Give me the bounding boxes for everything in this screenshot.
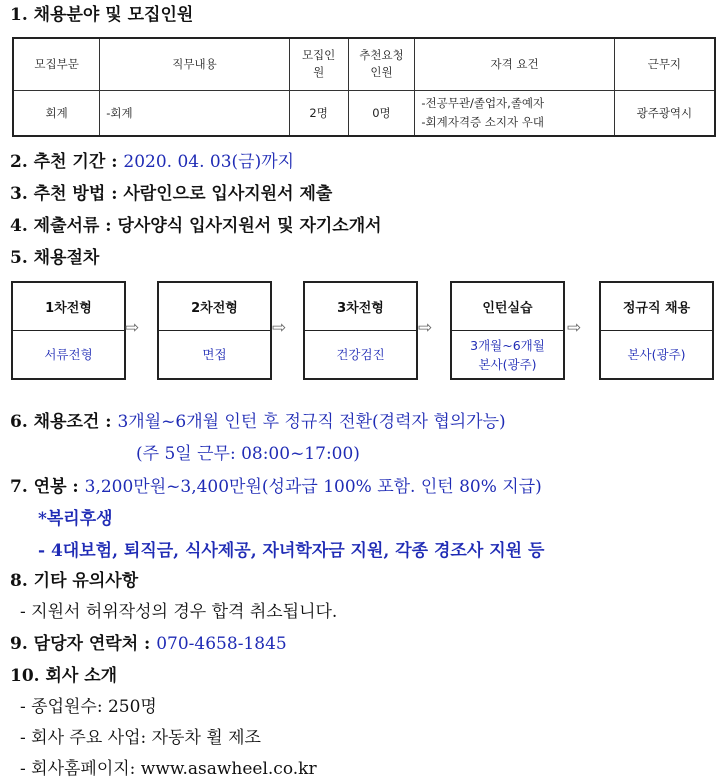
cell-recommend: 0명 — [348, 90, 415, 136]
arrow-icon: ⇨ — [418, 318, 433, 338]
col-header-duty: 직무내용 — [100, 38, 289, 90]
process-step-title: 정규직 채용 — [601, 283, 712, 331]
benefits-list: - 4대보험, 퇴직금, 식사제공, 자녀학자금 지원, 각종 경조사 지원 등 — [38, 541, 545, 561]
process-step-5 — [599, 281, 714, 380]
process-step-detail: 면접 — [202, 347, 227, 362]
arrow-icon: ⇨ — [272, 318, 287, 338]
col-header-recommend: 추천요청 인원 — [348, 38, 415, 90]
section-2-value: 2020. 04. 03(금)까지 — [123, 152, 295, 172]
section-9 — [10, 633, 287, 655]
section-6-label: 6. 채용조건 : — [10, 412, 118, 432]
benefits-title: *복리후생 — [38, 509, 113, 529]
col-header-location: 근무지 — [614, 38, 715, 90]
arrow-icon: ⇨ — [125, 318, 140, 338]
cell-department: 회계 — [13, 90, 100, 136]
section-3: 3. 추천 방법 : 사람인으로 입사지원서 제출 — [10, 184, 333, 204]
recruitment-table — [12, 37, 716, 137]
process-step-title: 1차전형 — [13, 283, 124, 331]
cell-duty: -회계 — [100, 90, 289, 136]
section-6-value: 3개월~6개월 인턴 후 정규직 전환(경력자 협의가능) — [117, 412, 506, 432]
qualification-line-2: -회계자격증 소지자 우대 — [421, 114, 544, 129]
process-step-title: 인턴실습 — [452, 283, 563, 331]
process-step-4 — [450, 281, 565, 380]
section-2-label: 2. 추천 기간 : — [10, 152, 124, 172]
section-7 — [10, 476, 542, 498]
table-row — [13, 90, 715, 136]
process-step-title: 3차전형 — [305, 283, 416, 331]
col-header-department: 모집부문 — [13, 38, 100, 90]
section-2 — [10, 151, 294, 173]
section-6 — [10, 411, 506, 433]
company-business: - 회사 주요 사업: 자동차 휠 제조 — [20, 728, 261, 748]
company-homepage: - 회사홈페이지: www.asawheel.co.kr — [20, 759, 317, 779]
section-7-value: 3,200만원~3,400만원(성과급 100% 포함. 인턴 80% 지급) — [84, 477, 542, 497]
section-6-work-hours: (주 5일 근무: 08:00~17:00) — [136, 444, 360, 464]
arrow-icon: ⇨ — [567, 318, 582, 338]
company-employees: - 종업원수: 250명 — [20, 697, 157, 717]
section-7-label: 7. 연봉 : — [10, 477, 85, 497]
table-header-row — [13, 38, 715, 90]
section-8-title: 8. 기타 유의사항 — [10, 571, 139, 591]
process-step-detail: 건강검진 — [336, 347, 385, 362]
section-4: 4. 제출서류 : 당사양식 입사지원서 및 자기소개서 — [10, 216, 382, 236]
cell-location: 광주광역시 — [614, 90, 715, 136]
process-step-detail: 본사(광주) — [627, 347, 686, 362]
contact-phone: 070-4658-1845 — [156, 634, 287, 654]
process-step-2 — [157, 281, 272, 380]
section-10-title: 10. 회사 소개 — [10, 666, 118, 686]
section-8-note: - 지원서 허위작성의 경우 합격 취소됩니다. — [20, 602, 338, 622]
process-step-1 — [11, 281, 126, 380]
section-5-title: 5. 채용절차 — [10, 248, 100, 268]
section-9-label: 9. 담당자 연락처 : — [10, 634, 157, 654]
process-step-detail: 3개월~6개월 본사(광주) — [470, 337, 545, 372]
cell-count: 2명 — [289, 90, 348, 136]
cell-qualification — [415, 90, 614, 136]
qualification-line-1: -전공무관/졸업자,졸예자 — [421, 95, 545, 110]
process-step-3 — [303, 281, 418, 380]
section-1-title: 1. 채용분야 및 모집인원 — [10, 5, 194, 25]
process-step-detail: 서류전형 — [44, 347, 93, 362]
col-header-qualification: 자격 요건 — [415, 38, 614, 90]
col-header-count: 모집인 원 — [289, 38, 348, 90]
process-step-title: 2차전형 — [159, 283, 270, 331]
